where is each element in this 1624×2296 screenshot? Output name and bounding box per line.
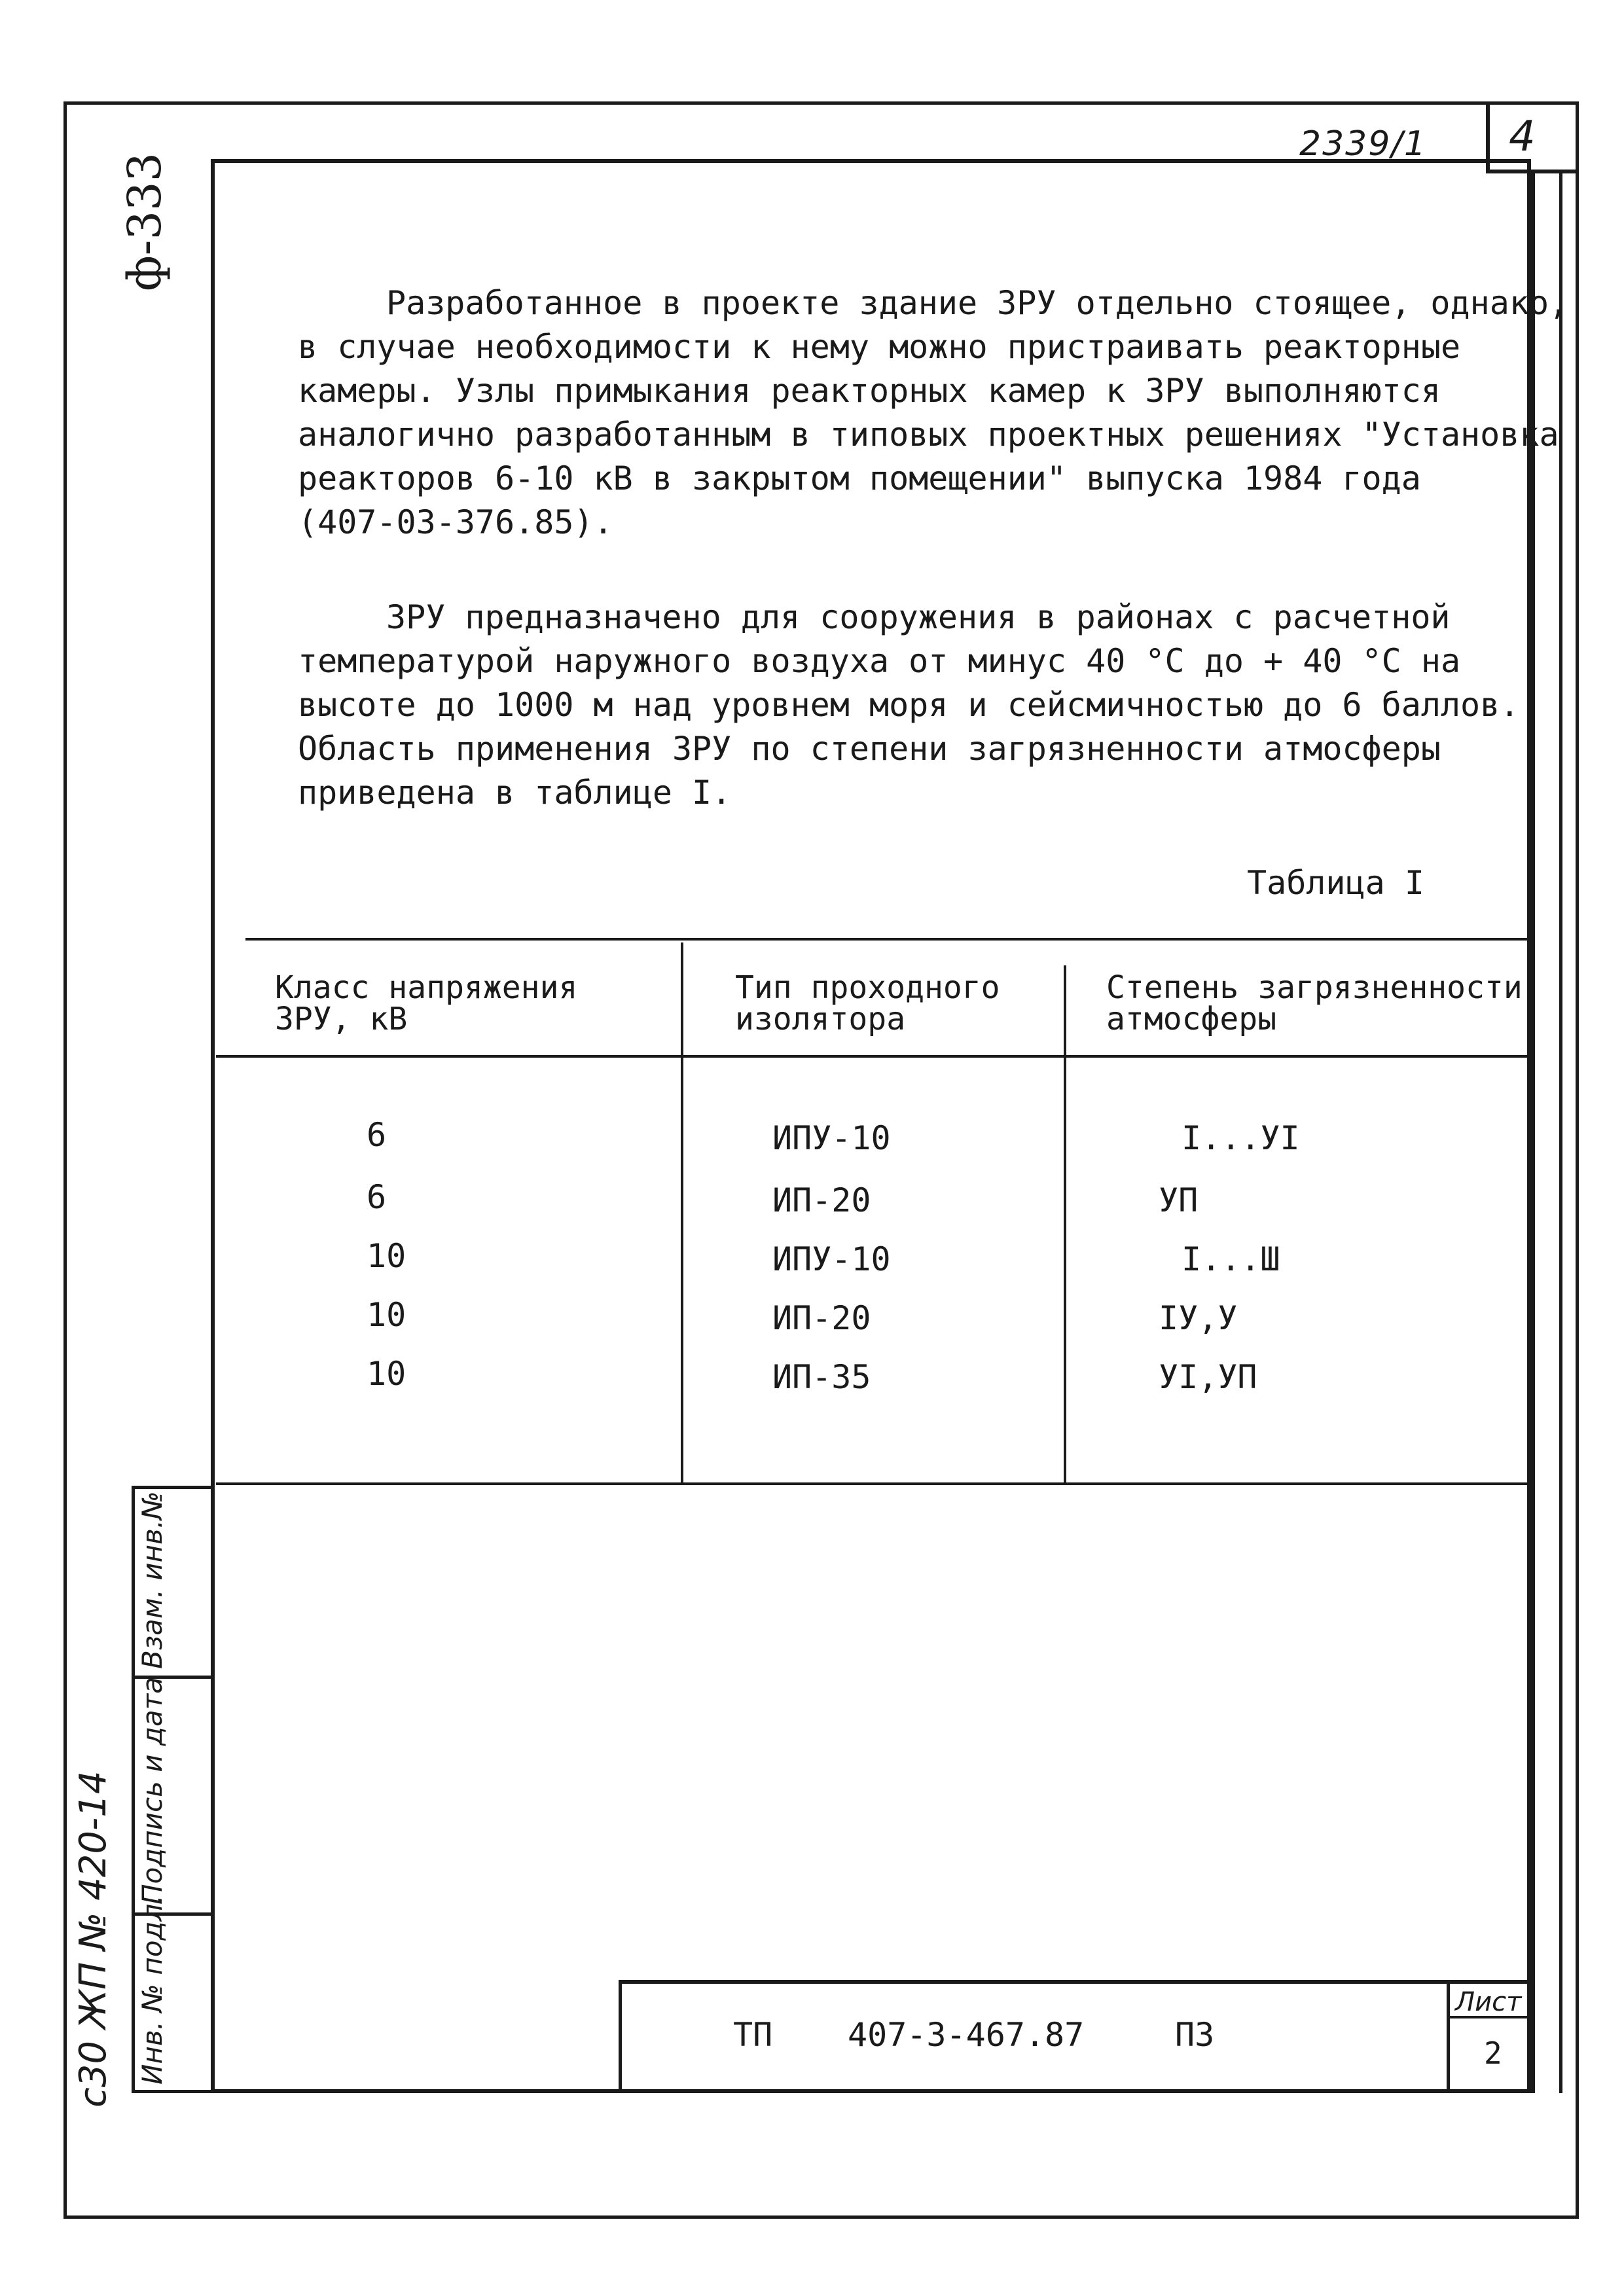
table-cell-insulator: ИП-20 — [772, 1299, 871, 1337]
table-column-divider — [681, 942, 683, 1484]
paragraph-line: приведена в таблице I. — [298, 774, 732, 812]
paragraph-line: реакторов 6-10 кВ в закрытом помещении" выпуска 1984 года — [298, 459, 1421, 497]
table-cell-insulator: ИП-20 — [772, 1181, 871, 1219]
table-top-rule — [245, 938, 1530, 941]
table-cell-pollution: I...Ш — [1182, 1240, 1280, 1278]
side-label-replacement-inventory: Взам. инв.№ — [136, 1491, 168, 1669]
paragraph-line: Область применения ЗРУ по степени загрязненности атмосферы — [298, 730, 1441, 768]
table-caption: Таблица I — [1247, 864, 1424, 902]
table-cell-voltage: 10 — [367, 1296, 406, 1334]
table-cell-insulator: ИП-35 — [772, 1358, 871, 1396]
title-block-left-rule — [619, 1980, 622, 2093]
paragraph-line: в случае необходимости к нему можно пристраивать реакторные — [298, 328, 1461, 366]
paragraph-line: ЗРУ предназначено для сооружения в районах с расчетной — [386, 598, 1451, 636]
table-header-voltage-class: Класс напряжения ЗРУ, кВ — [275, 969, 578, 1037]
title-block-sheet-label: Лист — [1455, 1987, 1522, 2017]
table-cell-voltage: 6 — [367, 1178, 387, 1216]
table-cell-voltage: 6 — [367, 1116, 387, 1154]
handwritten-registration: с30 ЖП № 420-14 — [72, 1770, 115, 2108]
paragraph-line: Разработанное в проекте здание ЗРУ отдельно стоящее, однако, — [386, 284, 1569, 322]
title-block-section: ПЗ — [1175, 2016, 1215, 2054]
side-label-signature-date: Подпись и дата — [136, 1677, 168, 1905]
table-bottom-rule — [216, 1482, 1530, 1485]
table-cell-voltage: 10 — [367, 1355, 406, 1393]
side-label-original-inventory: Инв. № подл. — [136, 1895, 168, 2085]
table-cell-insulator: ИПУ-10 — [772, 1119, 891, 1157]
corner-page-number: 4 — [1509, 113, 1536, 161]
table-header-insulator-type: Тип проходного изолятора — [735, 969, 1000, 1037]
title-block-designation: 407-3-467.87 — [848, 2016, 1085, 2054]
title-block-top-rule — [619, 1980, 1532, 1984]
table-cell-pollution: УП — [1159, 1181, 1199, 1219]
document-code: 2339/1 — [1299, 124, 1427, 164]
table-cell-insulator: ИПУ-10 — [772, 1240, 891, 1278]
table-cell-pollution: I...УI — [1182, 1119, 1300, 1157]
title-block-sheet-divider — [1447, 1980, 1450, 2093]
paragraph-line: аналогично разработанным в типовых проектных решениях "Установка — [298, 416, 1559, 454]
right-margin-strip — [1531, 173, 1562, 2093]
paragraph-2 — [298, 596, 1528, 815]
table-cell-pollution: IУ,У — [1159, 1299, 1238, 1337]
table-header-pollution-degree: Степень загрязненности атмосферы — [1106, 969, 1523, 1037]
table-header-rule — [216, 1055, 1530, 1058]
table-cell-pollution: УI,УП — [1159, 1358, 1257, 1396]
title-block-prefix: ТП — [733, 2016, 773, 2054]
paragraph-line: температурой наружного воздуха от минус 40 °С до + 40 °С на — [298, 642, 1461, 680]
paragraph-line: (407-03-376.85). — [298, 503, 613, 541]
paragraph-line: камеры. Узлы примыкания реакторных камер к ЗРУ выполняются — [298, 372, 1441, 410]
title-block-sheet-number: 2 — [1484, 2036, 1502, 2071]
paragraph-1 — [298, 281, 1569, 545]
table-cell-voltage: 10 — [367, 1237, 406, 1275]
form-stamp: ф-333 — [118, 152, 171, 291]
table-column-divider — [1064, 965, 1066, 1484]
paragraph-line: высоте до 1000 м над уровнем моря и сейсмичностью до 6 баллов. — [298, 686, 1520, 724]
